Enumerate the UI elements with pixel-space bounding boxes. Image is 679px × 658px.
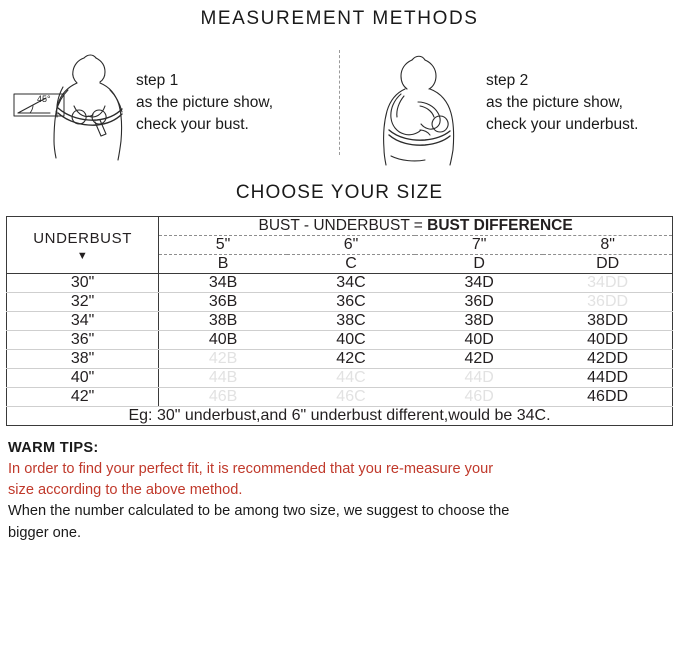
method-2-line2: check your underbust. — [485, 116, 639, 133]
table-row — [7, 331, 673, 350]
bust-measure-illustration-icon — [6, 44, 136, 164]
row-cell: 34C — [287, 274, 415, 293]
row-cell: 34B — [159, 274, 287, 293]
method-2-step: step 2 — [485, 72, 529, 89]
method-step-1 — [6, 44, 339, 172]
row-cell: 42C — [287, 350, 415, 369]
row-cell: 34DD — [543, 274, 672, 293]
inch-col-4: 8" — [543, 236, 672, 255]
size-table-container — [0, 216, 679, 426]
warm-tips-black-line-1: When the number calculated to be among two size, we suggest to choose the — [8, 503, 510, 520]
method-step-2 — [340, 44, 673, 172]
warm-tips-red-line-1: In order to find your perfect fit, it is recommended that you re-measure your — [8, 461, 494, 478]
row-underbust: 32" — [7, 293, 159, 312]
row-cell: 44C — [287, 369, 415, 388]
size-table — [6, 216, 673, 426]
row-cell: 42B — [159, 350, 287, 369]
warm-tips — [0, 426, 679, 544]
method-1-line2: check your bust. — [136, 116, 249, 133]
underbust-header-label: UNDERBUST — [33, 229, 132, 247]
bust-difference-prefix: BUST - UNDERBUST = — [258, 217, 428, 234]
row-cell: 42DD — [543, 350, 672, 369]
example-text: Eg: 30" underbust,and 6" underbust different,would be 34C. — [128, 407, 551, 424]
row-cell: 44DD — [543, 369, 672, 388]
cup-col-2: C — [345, 255, 357, 272]
table-row — [7, 350, 673, 369]
table-row — [7, 312, 673, 331]
warm-tips-red-line-2: size according to the above method. — [8, 482, 243, 499]
method-1-step: step 1 — [136, 72, 179, 89]
row-cell: 46C — [287, 388, 415, 407]
measurement-methods — [0, 44, 679, 172]
table-row — [7, 293, 673, 312]
method-1-line1: as the picture show, — [136, 94, 273, 111]
method-1-text — [136, 44, 273, 136]
method-2-line1: as the picture show, — [485, 94, 623, 111]
row-cell: 42D — [415, 350, 543, 369]
row-underbust: 42" — [7, 388, 159, 407]
row-cell: 40C — [287, 331, 415, 350]
angle-label: 45° — [37, 94, 51, 104]
table-header-row — [7, 217, 673, 236]
cup-col-1: B — [217, 255, 229, 272]
row-cell: 38C — [287, 312, 415, 331]
chevron-down-icon: ▼ — [76, 249, 89, 262]
row-cell: 46D — [415, 388, 543, 407]
example-row — [7, 407, 673, 426]
warm-tips-title: WARM TIPS: — [8, 440, 99, 456]
row-cell: 46B — [159, 388, 287, 407]
underbust-measure-illustration-icon — [356, 44, 486, 164]
table-row — [7, 274, 673, 293]
row-cell: 46DD — [543, 388, 672, 407]
row-cell: 38DD — [543, 312, 672, 331]
row-underbust: 36" — [7, 331, 159, 350]
bust-difference-header — [159, 217, 673, 236]
page-title: MEASUREMENT METHODS — [200, 8, 479, 29]
row-cell: 34D — [415, 274, 543, 293]
inch-col-1: 5" — [159, 236, 287, 255]
inch-col-3: 7" — [415, 236, 543, 255]
cup-col-4: DD — [596, 255, 620, 272]
row-underbust: 40" — [7, 369, 159, 388]
row-cell: 36C — [287, 293, 415, 312]
row-cell: 40DD — [543, 331, 672, 350]
row-cell: 40B — [159, 331, 287, 350]
row-cell: 44B — [159, 369, 287, 388]
row-underbust: 38" — [7, 350, 159, 369]
method-2-text — [486, 44, 639, 136]
row-cell: 38D — [415, 312, 543, 331]
bust-difference-strong: BUST DIFFERENCE — [427, 217, 573, 234]
row-cell: 36B — [159, 293, 287, 312]
row-cell: 38B — [159, 312, 287, 331]
underbust-header-cell — [7, 217, 159, 274]
table-row — [7, 388, 673, 407]
row-underbust: 30" — [7, 274, 159, 293]
cup-col-3: D — [473, 255, 485, 272]
choose-size-title: CHOOSE YOUR SIZE — [235, 182, 444, 203]
row-underbust: 34" — [7, 312, 159, 331]
inch-col-2: 6" — [287, 236, 415, 255]
row-cell: 44D — [415, 369, 543, 388]
warm-tips-black-line-2: bigger one. — [8, 524, 82, 541]
row-cell: 36DD — [543, 293, 672, 312]
table-row — [7, 369, 673, 388]
row-cell: 36D — [415, 293, 543, 312]
row-cell: 40D — [415, 331, 543, 350]
